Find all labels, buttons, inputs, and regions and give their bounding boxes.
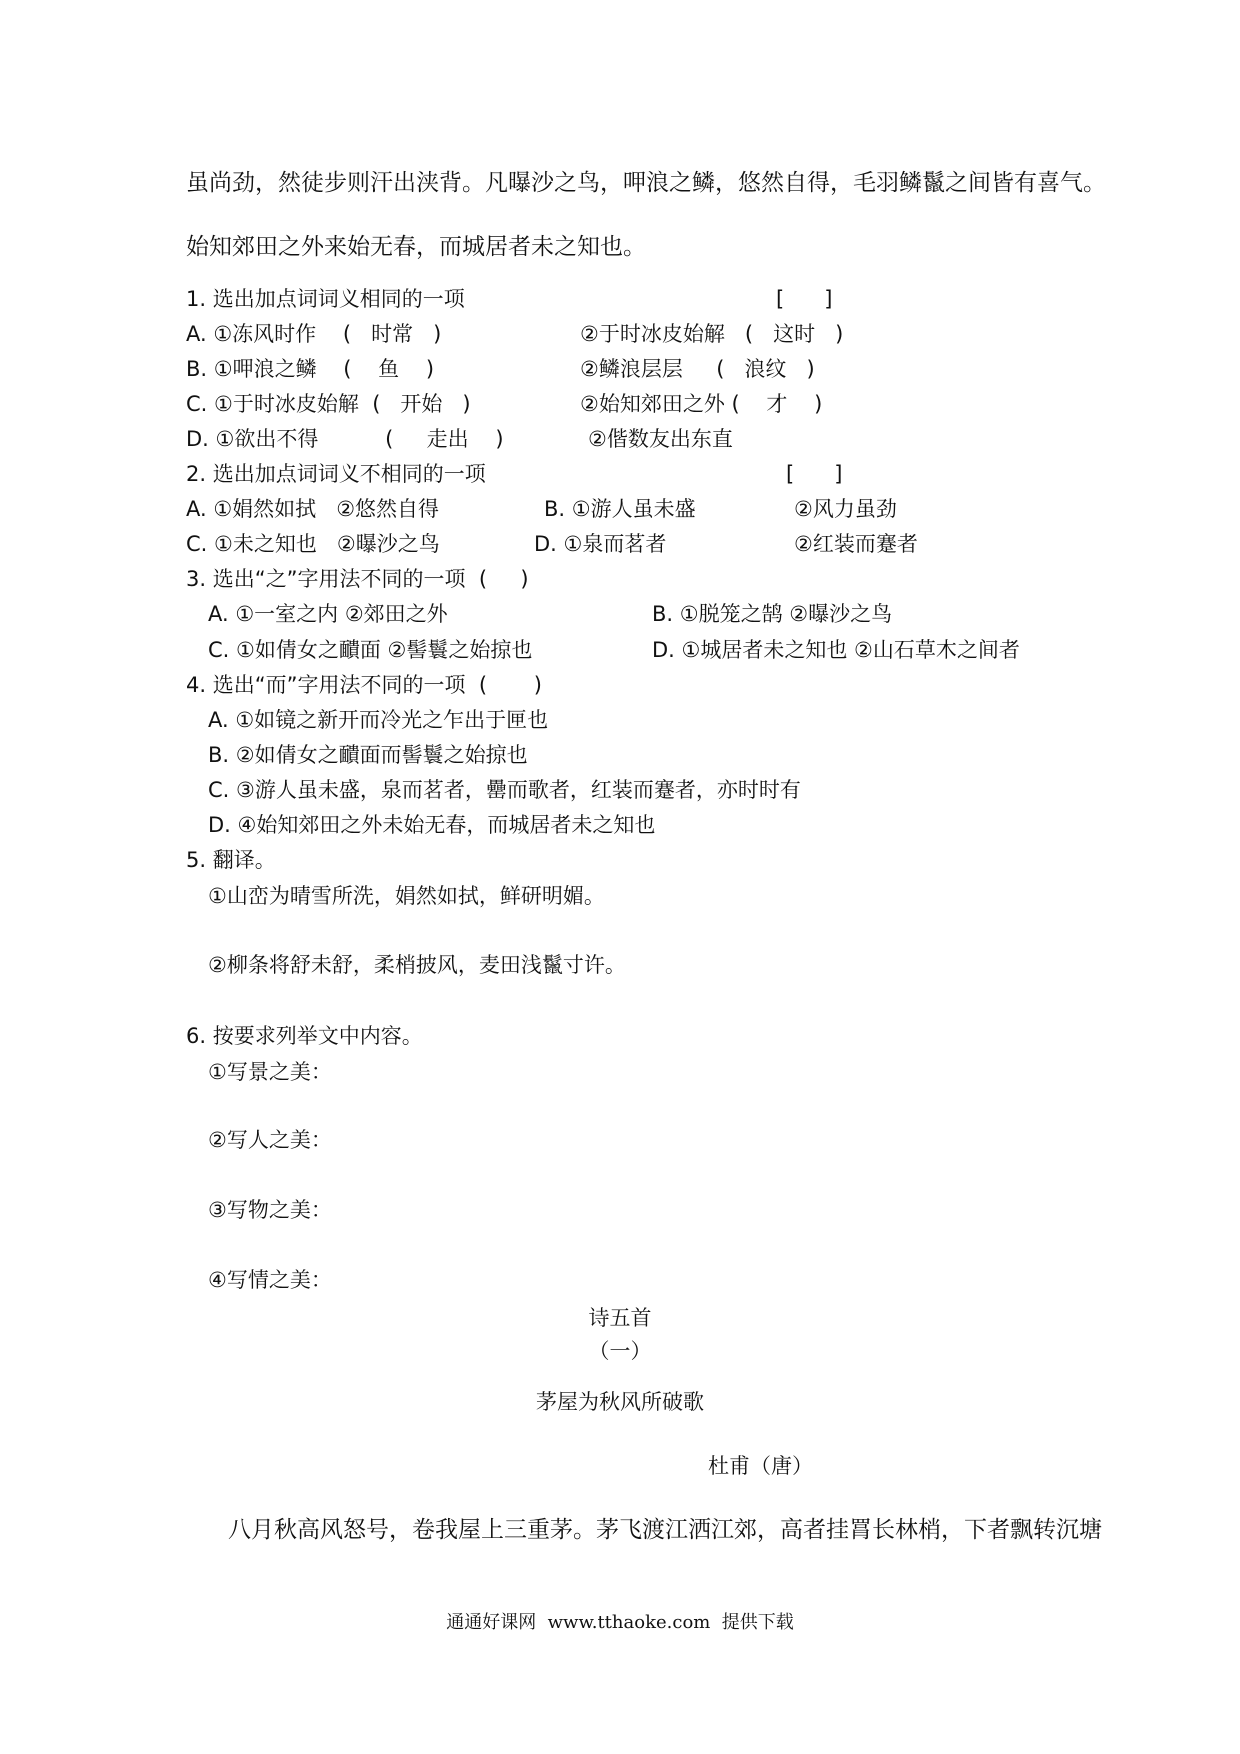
q2-answer-bracket: [ ] [786,462,843,486]
q1-option-a-2: ②于时冰皮始解 ( 这时 ) [580,322,844,346]
q6-item-objects: ③写物之美： [208,1198,332,1222]
q1-option-d-2: ②偕数友出东直 [588,427,733,451]
poem-line-1: 八月秋高风怒号，卷我屋上三重茅。茅飞渡江洒江郊，高者挂罥长林梢，下者飘转沉塘 [228,1517,1102,1543]
poem-title: 茅屋为秋风所破歌 [536,1390,704,1414]
q3-stem: 3. 选出“之”字用法不同的一项 ( ) [186,567,529,591]
q1-option-d-1: D. ①欲出不得 ( 走出 ) [186,427,504,451]
q1-option-c-1: C. ①于时冰皮始解 ( 开始 ) [186,392,471,416]
poem-section-title: 诗五首 [588,1306,652,1330]
q2-row2-a: C. ①未之知也 ②曝沙之鸟 [186,532,440,556]
q1-option-b-2: ②鳞浪层层 ( 浪纹 ) [580,357,815,381]
q5-sentence-1: ①山峦为晴雪所洗，娟然如拭，鲜研明媚。 [208,884,605,908]
q4-stem: 4. 选出“而”字用法不同的一项 ( ) [186,673,542,697]
q1-option-c-2: ②始知郊田之外 ( 才 ) [580,392,823,416]
q3-option-b: B. ①脱笼之鹄 ②曝沙之鸟 [652,602,893,626]
q6-item-feelings: ④写情之美： [208,1268,332,1292]
q2-stem: 2. 选出加点词词义不相同的一项 [186,462,486,486]
passage-line-2: 始知郊田之外来始无春，而城居者未之知也。 [186,234,646,260]
passage-line-1: 虽尚劲，然徒步则汗出浃背。凡曝沙之鸟，呷浪之鳞，悠然自得，毛羽鳞鬣之间皆有喜气。 [186,170,1106,196]
q2-row2-b: D. ①泉而茗者 [534,532,667,556]
q1-stem: 1. 选出加点词词义相同的一项 [186,287,465,311]
q4-option-a: A. ①如镜之新开而冷光之乍出于匣也 [208,708,549,732]
q5-sentence-2: ②柳条将舒未舒，柔梢披风，麦田浅鬣寸许。 [208,953,626,977]
q6-item-people: ②写人之美： [208,1128,332,1152]
q3-option-a: A. ①一室之内 ②郊田之外 [208,602,448,626]
q1-answer-bracket: [ ] [776,287,833,311]
page-footer: 通通好课网 www.tthaoke.com 提供下载 [446,1612,794,1633]
q6-item-scenery: ①写景之美： [208,1060,332,1084]
q2-row1-a: A. ①娟然如拭 ②悠然自得 [186,497,440,521]
q1-option-a-1: A. ①冻风时作 ( 时常 ) [186,322,442,346]
q4-option-b: B. ②如倩女之靧面而髻鬟之始掠也 [208,743,528,767]
q1-option-b-1: B. ①呷浪之鳞 ( 鱼 ) [186,357,435,381]
q3-option-c: C. ①如倩女之靧面 ②髻鬟之始掠也 [208,638,533,662]
poem-author: 杜甫（唐） [708,1454,813,1478]
q5-stem: 5. 翻译。 [186,848,276,872]
poem-number: （一） [588,1339,652,1363]
q4-option-c: C. ③游人虽未盛，泉而茗者，罍而歌者，红装而蹇者，亦时时有 [208,778,801,802]
q6-stem: 6. 按要求列举文中内容。 [186,1024,423,1048]
q2-row1-b: B. ①游人虽未盛 [544,497,696,521]
q2-row1-c: ②风力虽劲 [794,497,897,521]
q3-option-d: D. ①城居者未之知也 ②山石草木之间者 [652,638,1020,662]
q4-option-d: D. ④始知郊田之外未始无春，而城居者未之知也 [208,813,656,837]
q2-row2-c: ②红装而蹇者 [794,532,918,556]
